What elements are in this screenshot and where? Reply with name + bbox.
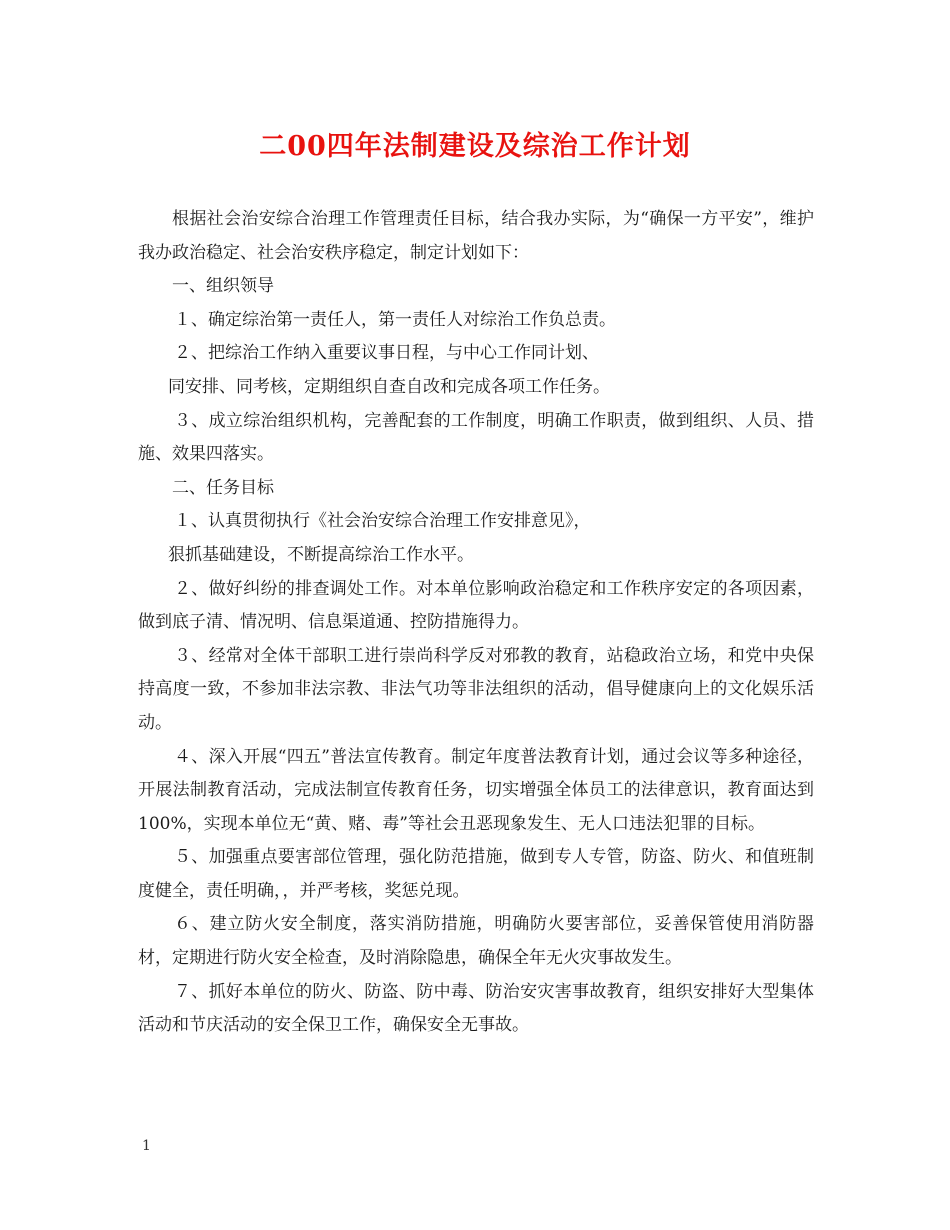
list-item: ２、做好纠纷的排查调处工作。对本单位影响政治稳定和工作秩序安定的各项因素，做到底子清、情况明、信息渠道通、控防措施得力。 [138, 578, 814, 633]
list-item: ６、建立防火安全制度，落实消防措施，明确防火要害部位，妥善保管使用消防器材，定期进行防火安全检查，及时消除隐患，确保全年无火灾事故发生。 [138, 914, 814, 969]
intro-paragraph: 根据社会治安综合治理工作管理责任目标，结合我办实际，为“确保一方平安”，维护我办政治稳定、社会治安秩序稳定，制定计划如下： [138, 209, 814, 263]
document-body [138, 203, 814, 1043]
section-heading-organization: 一、组织领导 [172, 276, 274, 297]
list-item: ４、深入开展“四五”普法宣传教育。制定年度普法教育计划，通过会议等多种途径，开展法制教育活动，完成法制宣传教育任务，切实增强全体员工的法律意识，教育面达到100%，实现本单位无“黄、赌、毒”等社会丑恶现象发生、无人口违法犯罪的目标。 [138, 746, 814, 834]
section-heading-goals: 二、任务目标 [172, 477, 274, 498]
list-item: ３、经常对全体干部职工进行崇尚科学反对邪教的教育，站稳政治立场，和党中央保持高度一致，不参加非法宗教、非法气功等非法组织的活动，倡导健康向上的文化娱乐活动。 [138, 645, 814, 733]
list-item: ３、成立综治组织机构，完善配套的工作制度，明确工作职责，做到组织、人员、措施、效果四落实。 [138, 410, 814, 465]
list-item-continuation: 狠抓基础建设，不断提高综治工作水平。 [168, 544, 474, 565]
list-item: １、认真贯彻执行《社会治安综合治理工作安排意见》， [174, 511, 591, 532]
page-number: 1 [142, 1138, 151, 1154]
list-item: ２、把综治工作纳入重要议事日程，与中心工作同计划、 [174, 343, 599, 364]
list-item: ５、加强重点要害部位管理，强化防范措施，做到专人专管，防盗、防火、和值班制度健全，责任明确，，并严考核，奖惩兑现。 [138, 847, 814, 901]
list-item: １、确定综治第一责任人，第一责任人对综治工作负总责。 [174, 309, 616, 330]
document-title: 二00四年法制建设及综治工作计划 [259, 131, 691, 162]
list-item-continuation: 同安排、同考核，定期组织自查自改和完成各项工作任务。 [168, 376, 610, 397]
list-item: ７、抓好本单位的防火、防盗、防中毒、防治安灾害事故教育，组织安排好大型集体活动和节庆活动的安全保卫工作，确保安全无事故。 [138, 981, 814, 1036]
